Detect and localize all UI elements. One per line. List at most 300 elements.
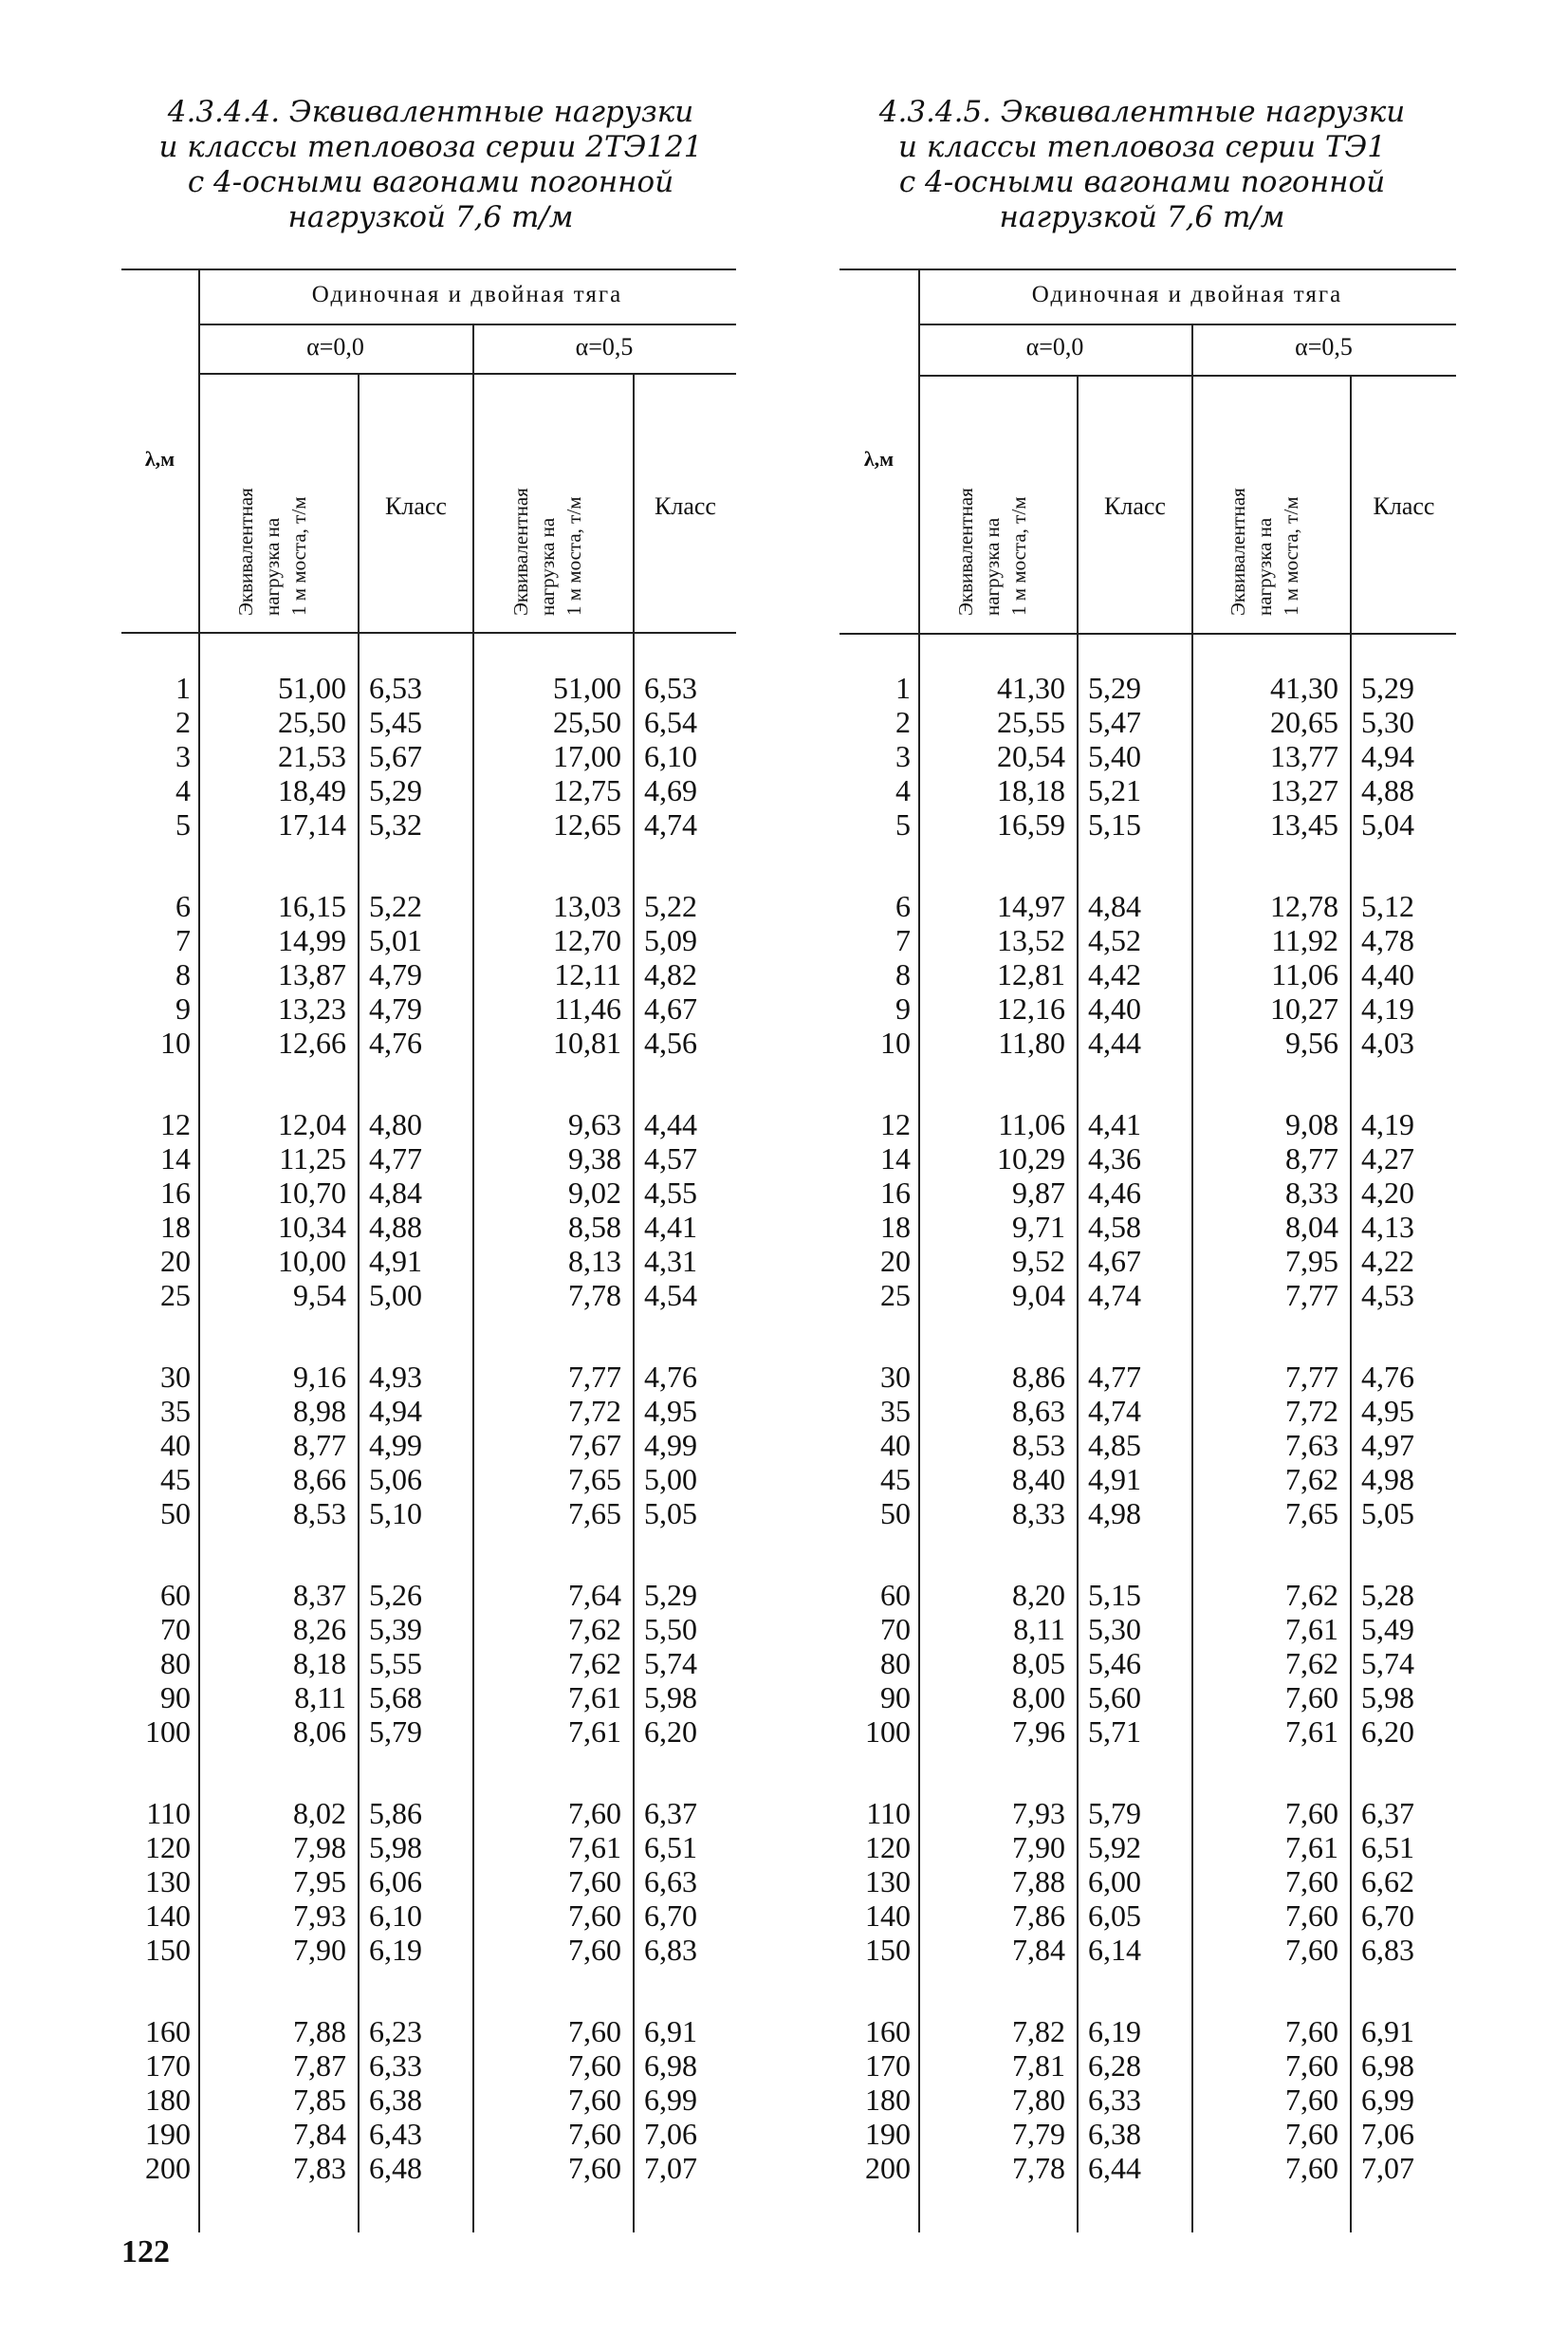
equivalent-load-a0-cell: 13,87 — [278, 957, 346, 991]
class-a0-cell: 6,33 — [369, 2048, 422, 2083]
class-a0-cell: 4,84 — [1088, 889, 1141, 923]
header-text: Эквивалентная — [509, 488, 532, 616]
equivalent-load-a0-cell: 8,37 — [293, 1578, 346, 1612]
equivalent-load-a05-cell: 9,08 — [1285, 1107, 1338, 1141]
span-length-cell: 30 — [160, 1360, 191, 1394]
span-length-cell: 1 — [895, 671, 911, 705]
header-lambda: λ,м — [144, 447, 175, 471]
equivalent-load-a0-cell: 9,87 — [1012, 1176, 1065, 1210]
equivalent-load-a05-cell: 7,72 — [1285, 1394, 1338, 1428]
equivalent-load-a0-cell: 41,30 — [997, 671, 1065, 705]
class-a0-cell: 5,86 — [369, 1796, 422, 1830]
table-row — [839, 2014, 1456, 2048]
span-length-cell: 70 — [880, 1612, 911, 1646]
span-length-cell: 7 — [175, 923, 191, 957]
equivalent-load-a05-cell: 7,60 — [1285, 1864, 1338, 1898]
equivalent-load-a0-cell: 9,54 — [293, 1278, 346, 1312]
table-title-left — [137, 95, 725, 235]
class-a05-cell: 6,91 — [644, 2014, 697, 2048]
equivalent-load-a05-cell: 12,75 — [553, 773, 621, 807]
class-a0-cell: 4,74 — [1088, 1278, 1141, 1312]
equivalent-load-a0-cell: 10,70 — [278, 1176, 346, 1210]
table-row — [121, 889, 736, 923]
span-length-cell: 80 — [160, 1646, 191, 1680]
class-a0-cell: 4,85 — [1088, 1428, 1141, 1462]
span-length-cell: 170 — [865, 2048, 911, 2083]
span-length-cell: 50 — [880, 1496, 911, 1530]
class-a0-cell: 5,40 — [1088, 739, 1141, 773]
span-length-cell: 35 — [160, 1394, 191, 1428]
header-rule — [918, 324, 1456, 325]
class-a05-cell: 5,29 — [644, 1578, 697, 1612]
equivalent-load-a0-cell: 14,97 — [997, 889, 1065, 923]
span-length-cell: 12 — [160, 1107, 191, 1141]
header-class: Класс — [655, 492, 716, 520]
class-a05-cell: 6,51 — [1361, 1830, 1414, 1864]
table-row — [839, 1496, 1456, 1530]
table-row — [121, 1394, 736, 1428]
equivalent-load-a05-cell: 8,77 — [1285, 1141, 1338, 1176]
table-row — [839, 1462, 1456, 1496]
table-row — [839, 2117, 1456, 2151]
span-length-cell: 140 — [865, 1898, 911, 1933]
equivalent-load-a0-cell: 8,98 — [293, 1394, 346, 1428]
class-a05-cell: 4,97 — [1361, 1428, 1414, 1462]
header-rule — [918, 375, 1456, 377]
equivalent-load-a0-cell: 9,04 — [1012, 1278, 1065, 1312]
equivalent-load-a0-cell: 7,79 — [1012, 2117, 1065, 2151]
equivalent-load-a05-cell: 9,38 — [568, 1141, 621, 1176]
equivalent-load-a05-cell: 7,61 — [1285, 1714, 1338, 1749]
span-length-cell: 9 — [895, 991, 911, 1026]
table-row — [839, 1796, 1456, 1830]
equivalent-load-a05-cell: 7,65 — [568, 1496, 621, 1530]
span-length-cell: 160 — [865, 2014, 911, 2048]
span-length-cell: 18 — [880, 1210, 911, 1244]
equivalent-load-a0-cell: 7,88 — [293, 2014, 346, 2048]
equivalent-load-a0-cell: 8,00 — [1012, 1680, 1065, 1714]
equivalent-load-a0-cell: 7,90 — [293, 1933, 346, 1967]
table-row — [121, 2048, 736, 2083]
row-group — [121, 889, 736, 1060]
class-a05-cell: 5,98 — [644, 1680, 697, 1714]
class-a05-cell: 5,29 — [1361, 671, 1414, 705]
class-a0-cell: 5,55 — [369, 1646, 422, 1680]
span-length-cell: 8 — [895, 957, 911, 991]
equivalent-load-a0-cell: 7,93 — [1012, 1796, 1065, 1830]
equivalent-load-a0-cell: 9,16 — [293, 1360, 346, 1394]
class-a0-cell: 4,84 — [369, 1176, 422, 1210]
table-row — [121, 1210, 736, 1244]
equivalent-load-a05-cell: 17,00 — [553, 739, 621, 773]
class-a0-cell: 5,30 — [1088, 1612, 1141, 1646]
equivalent-load-a0-cell: 20,54 — [997, 739, 1065, 773]
class-a0-cell: 4,40 — [1088, 991, 1141, 1026]
span-length-cell: 70 — [160, 1612, 191, 1646]
class-a05-cell: 6,99 — [1361, 2083, 1414, 2117]
table-row — [839, 705, 1456, 739]
row-group — [121, 671, 736, 842]
class-a0-cell: 5,47 — [1088, 705, 1141, 739]
equivalent-load-a0-cell: 7,96 — [1012, 1714, 1065, 1749]
span-length-cell: 130 — [145, 1864, 191, 1898]
class-a05-cell: 4,57 — [644, 1141, 697, 1176]
span-length-cell: 3 — [175, 739, 191, 773]
table-row — [839, 1278, 1456, 1312]
header-bottom-rule — [839, 633, 1456, 635]
equivalent-load-a05-cell: 41,30 — [1270, 671, 1338, 705]
table-row — [839, 671, 1456, 705]
class-a0-cell: 4,44 — [1088, 1026, 1141, 1060]
class-a0-cell: 6,48 — [369, 2151, 422, 2185]
span-length-cell: 18 — [160, 1210, 191, 1244]
class-a05-cell: 4,54 — [644, 1278, 697, 1312]
equivalent-load-a05-cell: 51,00 — [553, 671, 621, 705]
span-length-cell: 80 — [880, 1646, 911, 1680]
header-equivalent-load — [1225, 388, 1316, 616]
table-row — [839, 1612, 1456, 1646]
equivalent-load-a05-cell: 7,60 — [568, 2048, 621, 2083]
table-row — [839, 1360, 1456, 1394]
span-length-cell: 16 — [880, 1176, 911, 1210]
equivalent-load-a0-cell: 25,50 — [278, 705, 346, 739]
equivalent-load-a0-cell: 12,81 — [997, 957, 1065, 991]
class-a0-cell: 5,46 — [1088, 1646, 1141, 1680]
class-a05-cell: 7,07 — [644, 2151, 697, 2185]
equivalent-load-a0-cell: 11,25 — [279, 1141, 346, 1176]
equivalent-load-a0-cell: 7,83 — [293, 2151, 346, 2185]
equivalent-load-a0-cell: 10,34 — [278, 1210, 346, 1244]
equivalent-load-a05-cell: 7,61 — [1285, 1612, 1338, 1646]
class-a0-cell: 4,91 — [1088, 1462, 1141, 1496]
table-row — [839, 1428, 1456, 1462]
span-length-cell: 6 — [895, 889, 911, 923]
equivalent-load-a0-cell: 11,06 — [998, 1107, 1065, 1141]
table-top-rule — [121, 269, 736, 270]
title-line: с 4-осными вагонами погонной — [898, 165, 1386, 199]
equivalent-load-a0-cell: 7,80 — [1012, 2083, 1065, 2117]
table-row — [121, 807, 736, 842]
span-length-cell: 50 — [160, 1496, 191, 1530]
class-a05-cell: 5,22 — [644, 889, 697, 923]
class-a05-cell: 4,53 — [1361, 1278, 1414, 1312]
class-a0-cell: 4,79 — [369, 991, 422, 1026]
equivalent-load-a0-cell: 8,33 — [1012, 1496, 1065, 1530]
equivalent-load-a0-cell: 7,98 — [293, 1830, 346, 1864]
table-row — [121, 2083, 736, 2117]
span-length-cell: 8 — [175, 957, 191, 991]
class-a05-cell: 4,76 — [1361, 1360, 1414, 1394]
span-length-cell: 12 — [880, 1107, 911, 1141]
class-a0-cell: 4,67 — [1088, 1244, 1141, 1278]
table-row — [121, 773, 736, 807]
class-a0-cell: 4,93 — [369, 1360, 422, 1394]
span-length-cell: 150 — [865, 1933, 911, 1967]
equivalent-load-a05-cell: 7,67 — [568, 1428, 621, 1462]
span-length-cell: 2 — [175, 705, 191, 739]
span-length-cell: 150 — [145, 1933, 191, 1967]
equivalent-load-a05-cell: 7,77 — [1285, 1278, 1338, 1312]
class-a0-cell: 4,42 — [1088, 957, 1141, 991]
class-a0-cell: 5,98 — [369, 1830, 422, 1864]
table-title-right — [848, 95, 1436, 235]
class-a0-cell: 5,39 — [369, 1612, 422, 1646]
span-length-cell: 35 — [880, 1394, 911, 1428]
equivalent-load-a05-cell: 7,60 — [568, 1933, 621, 1967]
class-a0-cell: 4,58 — [1088, 1210, 1141, 1244]
span-length-cell: 20 — [880, 1244, 911, 1278]
class-a05-cell: 6,70 — [1361, 1898, 1414, 1933]
span-length-cell: 1 — [175, 671, 191, 705]
class-a05-cell: 4,20 — [1361, 1176, 1414, 1210]
table-row — [121, 705, 736, 739]
class-a05-cell: 6,91 — [1361, 2014, 1414, 2048]
table-row — [121, 923, 736, 957]
class-a05-cell: 4,27 — [1361, 1141, 1414, 1176]
equivalent-load-a05-cell: 10,81 — [553, 1026, 621, 1060]
span-length-cell: 180 — [145, 2083, 191, 2117]
class-a0-cell: 5,32 — [369, 807, 422, 842]
equivalent-load-a0-cell: 7,93 — [293, 1898, 346, 1933]
class-a05-cell: 5,74 — [644, 1646, 697, 1680]
header-text: нагрузка на — [1253, 517, 1276, 616]
class-a05-cell: 5,09 — [644, 923, 697, 957]
span-length-cell: 40 — [160, 1428, 191, 1462]
class-a0-cell: 4,77 — [1088, 1360, 1141, 1394]
class-a0-cell: 4,99 — [369, 1428, 422, 1462]
header-bottom-rule — [121, 632, 736, 634]
class-a0-cell: 5,45 — [369, 705, 422, 739]
table-row — [121, 1578, 736, 1612]
equivalent-load-a0-cell: 7,84 — [1012, 1933, 1065, 1967]
span-length-cell: 9 — [175, 991, 191, 1026]
equivalent-load-a0-cell: 8,26 — [293, 1612, 346, 1646]
equivalent-load-a0-cell: 13,52 — [997, 923, 1065, 957]
equivalent-load-a05-cell: 7,62 — [1285, 1578, 1338, 1612]
table-row — [121, 1462, 736, 1496]
equivalent-load-a05-cell: 7,60 — [568, 2117, 621, 2151]
class-a0-cell: 6,14 — [1088, 1933, 1141, 1967]
span-length-cell: 190 — [865, 2117, 911, 2151]
class-a05-cell: 6,37 — [644, 1796, 697, 1830]
table-row — [839, 1898, 1456, 1933]
header-alpha-05: α=0,5 — [575, 333, 634, 361]
title-line: и классы тепловоза серии 2ТЭ121 — [158, 130, 703, 164]
equivalent-load-a05-cell: 13,45 — [1270, 807, 1338, 842]
row-group — [121, 2014, 736, 2185]
table-row — [839, 1714, 1456, 1749]
equivalent-load-a0-cell: 7,78 — [1012, 2151, 1065, 2185]
span-length-cell: 60 — [880, 1578, 911, 1612]
equivalent-load-a0-cell: 7,88 — [1012, 1864, 1065, 1898]
equivalent-load-a05-cell: 20,65 — [1270, 705, 1338, 739]
class-a0-cell: 5,92 — [1088, 1830, 1141, 1864]
equivalent-load-a0-cell: 8,40 — [1012, 1462, 1065, 1496]
equivalent-load-a05-cell: 7,60 — [568, 1796, 621, 1830]
span-length-cell: 40 — [880, 1428, 911, 1462]
table-row — [839, 807, 1456, 842]
equivalent-load-a0-cell: 17,14 — [278, 807, 346, 842]
class-a05-cell: 5,12 — [1361, 889, 1414, 923]
class-a05-cell: 6,70 — [644, 1898, 697, 1933]
header-alpha-05: α=0,5 — [1295, 333, 1353, 361]
span-length-cell: 4 — [175, 773, 191, 807]
table-body — [121, 671, 736, 2232]
table-row — [839, 923, 1456, 957]
table-row — [121, 739, 736, 773]
equivalent-load-a05-cell: 9,63 — [568, 1107, 621, 1141]
equivalent-load-a05-cell: 25,50 — [553, 705, 621, 739]
row-group — [121, 1107, 736, 1312]
table-row — [839, 889, 1456, 923]
class-a05-cell: 4,95 — [1361, 1394, 1414, 1428]
table-row — [839, 1680, 1456, 1714]
class-a05-cell: 5,28 — [1361, 1578, 1414, 1612]
header-alpha-0: α=0,0 — [306, 333, 364, 361]
span-length-cell: 130 — [865, 1864, 911, 1898]
header-text: 1 м моста, т/м — [287, 496, 310, 616]
equivalent-load-a05-cell: 7,61 — [1285, 1830, 1338, 1864]
class-a0-cell: 5,71 — [1088, 1714, 1141, 1749]
class-a0-cell: 6,44 — [1088, 2151, 1141, 2185]
equivalent-load-a05-cell: 12,65 — [553, 807, 621, 842]
table-body — [839, 671, 1456, 2232]
equivalent-load-a0-cell: 13,23 — [278, 991, 346, 1026]
equivalent-load-a0-cell: 8,11 — [294, 1680, 346, 1714]
class-a0-cell: 4,98 — [1088, 1496, 1141, 1530]
table-row — [121, 1933, 736, 1967]
title-line: с 4-осными вагонами погонной — [187, 165, 674, 199]
class-a0-cell: 4,74 — [1088, 1394, 1141, 1428]
row-group — [121, 1796, 736, 1967]
class-a0-cell: 4,41 — [1088, 1107, 1141, 1141]
class-a0-cell: 6,19 — [369, 1933, 422, 1967]
header-equivalent-load — [232, 388, 323, 616]
class-a0-cell: 6,19 — [1088, 2014, 1141, 2048]
span-length-cell: 120 — [145, 1830, 191, 1864]
equivalent-load-a0-cell: 8,53 — [293, 1496, 346, 1530]
table-row — [121, 1496, 736, 1530]
equivalent-load-a05-cell: 9,56 — [1285, 1026, 1338, 1060]
table-row — [839, 1107, 1456, 1141]
equivalent-load-a05-cell: 12,11 — [554, 957, 621, 991]
equivalent-load-a0-cell: 14,99 — [278, 923, 346, 957]
span-length-cell: 6 — [175, 889, 191, 923]
row-group — [839, 1578, 1456, 1749]
table-row — [121, 1796, 736, 1830]
load-table-2te121 — [121, 269, 736, 2232]
equivalent-load-a0-cell: 8,11 — [1013, 1612, 1065, 1646]
equivalent-load-a0-cell: 21,53 — [278, 739, 346, 773]
table-row — [839, 2151, 1456, 2185]
class-a05-cell: 5,30 — [1361, 705, 1414, 739]
class-a05-cell: 6,98 — [644, 2048, 697, 2083]
header-traction: Одиночная и двойная тяга — [1031, 282, 1343, 307]
class-a05-cell: 6,20 — [644, 1714, 697, 1749]
class-a0-cell: 6,33 — [1088, 2083, 1141, 2117]
span-length-cell: 30 — [880, 1360, 911, 1394]
table-row — [121, 1107, 736, 1141]
equivalent-load-a05-cell: 11,06 — [1271, 957, 1338, 991]
span-length-cell: 25 — [880, 1278, 911, 1312]
equivalent-load-a05-cell: 7,64 — [568, 1578, 621, 1612]
title-line: нагрузкой 7,6 т/м — [287, 200, 574, 234]
class-a05-cell: 4,95 — [644, 1394, 697, 1428]
class-a0-cell: 5,79 — [369, 1714, 422, 1749]
header-text: нагрузка на — [981, 517, 1004, 616]
equivalent-load-a05-cell: 11,46 — [554, 991, 621, 1026]
equivalent-load-a05-cell: 7,60 — [1285, 1680, 1338, 1714]
equivalent-load-a05-cell: 7,78 — [568, 1278, 621, 1312]
span-length-cell: 14 — [880, 1141, 911, 1176]
table-row — [121, 1646, 736, 1680]
class-a05-cell: 4,31 — [644, 1244, 697, 1278]
row-group — [839, 1360, 1456, 1530]
load-table-te1 — [839, 269, 1456, 2232]
class-a05-cell: 4,19 — [1361, 1107, 1414, 1141]
equivalent-load-a0-cell: 10,00 — [278, 1244, 346, 1278]
header-equivalent-load — [507, 388, 599, 616]
equivalent-load-a0-cell: 8,77 — [293, 1428, 346, 1462]
class-a0-cell: 6,43 — [369, 2117, 422, 2151]
class-a0-cell: 6,28 — [1088, 2048, 1141, 2083]
class-a05-cell: 4,55 — [644, 1176, 697, 1210]
equivalent-load-a05-cell: 7,77 — [1285, 1360, 1338, 1394]
equivalent-load-a05-cell: 10,27 — [1270, 991, 1338, 1026]
table-top-rule — [839, 269, 1456, 270]
title-line: и классы тепловоза серии ТЭ1 — [898, 130, 1386, 164]
class-a05-cell: 6,63 — [644, 1864, 697, 1898]
equivalent-load-a05-cell: 9,02 — [568, 1176, 621, 1210]
equivalent-load-a0-cell: 51,00 — [278, 671, 346, 705]
class-a0-cell: 4,77 — [369, 1141, 422, 1176]
header-text: нагрузка на — [261, 517, 284, 616]
table-row — [121, 1278, 736, 1312]
equivalent-load-a05-cell: 7,60 — [568, 2083, 621, 2117]
table-row — [121, 1360, 736, 1394]
header-lambda: λ,м — [863, 447, 895, 471]
equivalent-load-a0-cell: 18,18 — [997, 773, 1065, 807]
class-a05-cell: 4,41 — [644, 1210, 697, 1244]
class-a0-cell: 5,06 — [369, 1462, 422, 1496]
class-a0-cell: 4,80 — [369, 1107, 422, 1141]
class-a05-cell: 4,74 — [644, 807, 697, 842]
header-traction: Одиночная и двойная тяга — [311, 282, 623, 307]
table-row — [839, 1210, 1456, 1244]
equivalent-load-a05-cell: 7,60 — [1285, 2014, 1338, 2048]
span-length-cell: 25 — [160, 1278, 191, 1312]
table-row — [121, 1864, 736, 1898]
header-rule — [198, 373, 736, 375]
class-a05-cell: 4,13 — [1361, 1210, 1414, 1244]
header-rule — [198, 324, 736, 325]
table-row — [121, 1141, 736, 1176]
class-a05-cell: 5,74 — [1361, 1646, 1414, 1680]
span-length-cell: 180 — [865, 2083, 911, 2117]
equivalent-load-a05-cell: 7,61 — [568, 1830, 621, 1864]
class-a05-cell: 6,54 — [644, 705, 697, 739]
table-row — [839, 1141, 1456, 1176]
span-length-cell: 200 — [145, 2151, 191, 2185]
class-a05-cell: 4,78 — [1361, 923, 1414, 957]
span-length-cell: 10 — [160, 1026, 191, 1060]
class-a05-cell: 5,05 — [644, 1496, 697, 1530]
equivalent-load-a05-cell: 8,04 — [1285, 1210, 1338, 1244]
class-a0-cell: 6,23 — [369, 2014, 422, 2048]
equivalent-load-a05-cell: 8,13 — [568, 1244, 621, 1278]
class-a0-cell: 5,21 — [1088, 773, 1141, 807]
equivalent-load-a05-cell: 13,27 — [1270, 773, 1338, 807]
